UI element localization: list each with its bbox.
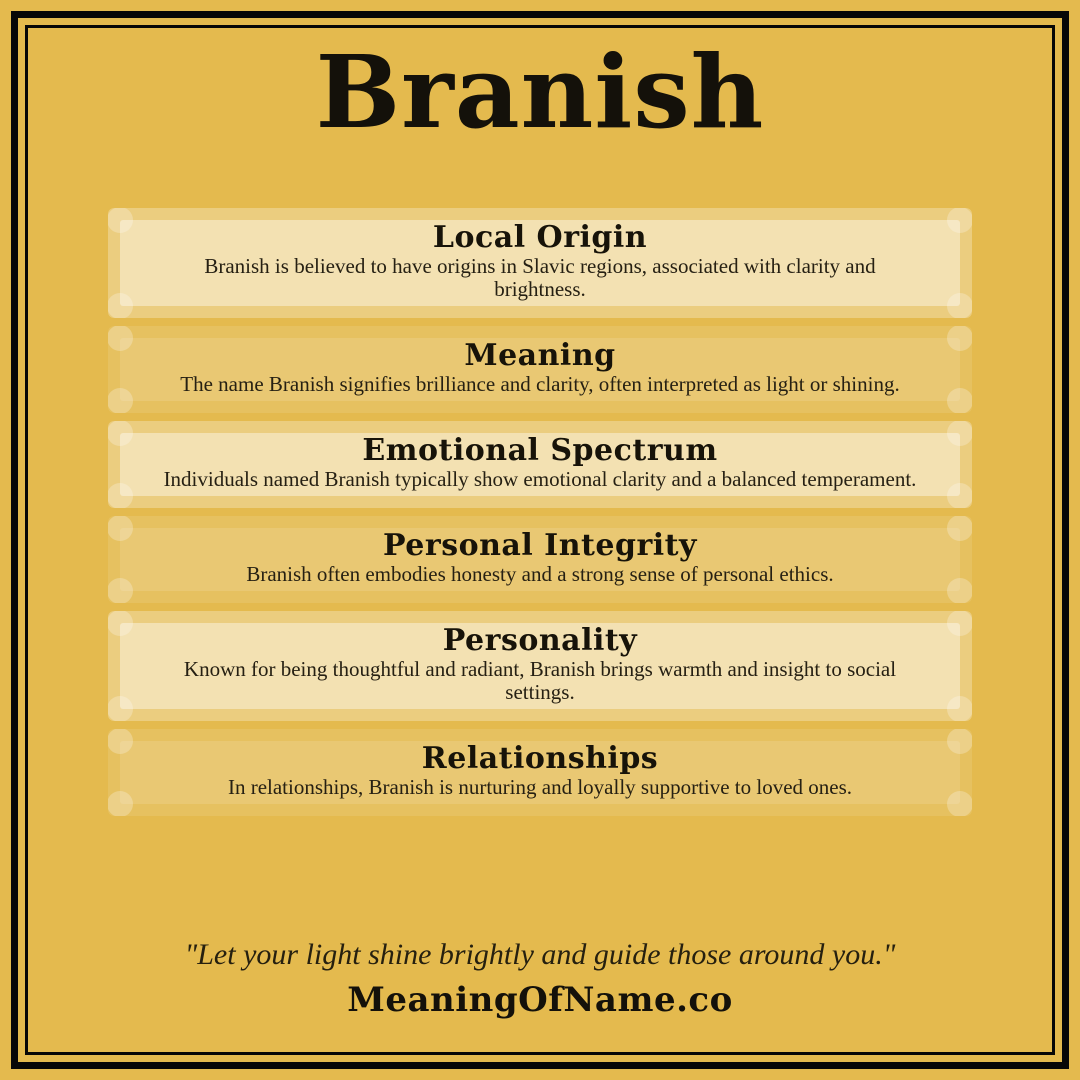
section-heading: Emotional Spectrum	[362, 433, 718, 468]
section-card-inner	[120, 623, 960, 709]
page-title: Branish	[315, 33, 765, 151]
section-body: Branish is believed to have origins in Slavic regions, associated with clarity and brightness.	[204, 254, 876, 301]
section-card	[108, 421, 972, 508]
section-heading: Meaning	[464, 338, 616, 373]
section-body: In relationships, Branish is nurturing and loyally supportive to loved ones.	[227, 775, 853, 799]
section-card-inner	[120, 220, 960, 306]
section-heading: Local Origin	[432, 220, 648, 255]
section-heading: Personal Integrity	[383, 528, 697, 563]
section-card-inner	[120, 433, 960, 496]
sections-list	[108, 208, 972, 824]
section-card-inner	[120, 741, 960, 804]
section-body: The name Branish signifies brilliance and clarity, often interpreted as light or shining.	[180, 372, 900, 396]
section-card	[108, 208, 972, 318]
section-card-inner	[120, 338, 960, 401]
section-card	[108, 729, 972, 816]
section-card	[108, 516, 972, 603]
section-card	[108, 611, 972, 721]
section-body: Branish often embodies honesty and a strong sense of personal ethics.	[246, 562, 834, 586]
section-body: Individuals named Branish typically show emotional clarity and a balanced temperament.	[163, 467, 917, 491]
section-card-inner	[120, 528, 960, 591]
section-heading: Relationships	[421, 741, 659, 776]
section-card	[108, 326, 972, 413]
section-body: Known for being thoughtful and radiant, Branish brings warmth and insight to social settings.	[183, 657, 897, 704]
brand-name: MeaningOfName.co	[347, 980, 733, 1020]
quote-text: "Let your light shine brightly and guide those around you."	[184, 938, 896, 971]
section-heading: Personality	[442, 623, 638, 658]
